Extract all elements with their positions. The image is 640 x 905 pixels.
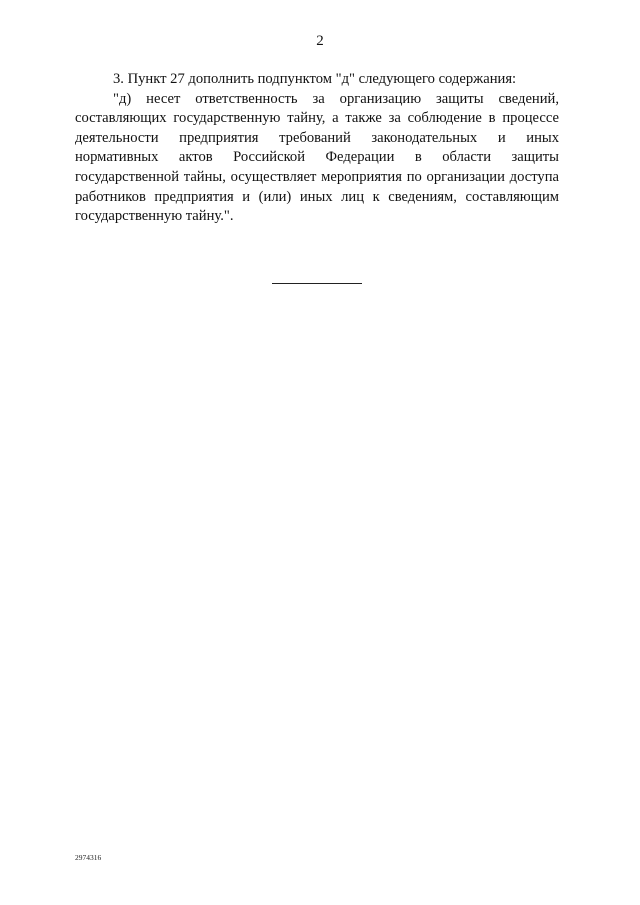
paragraph-subitem-d: "д) несет ответственность за организацию защиты сведений, составляющих государственную тайну, а также за соблюдение в процессе деятельности предприятия требований законодательных и иных нормативных актов Российской Федерации в области защиты государственной тайны, осуществляет мероприятия по организации доступа работников предприятия и (или) иных лиц к сведениям, составляющим государственную тайну.". — [75, 90, 559, 225]
document-body — [75, 70, 559, 227]
document-code: 2974316 — [75, 853, 102, 862]
end-of-text-rule — [272, 283, 362, 284]
page-number: 2 — [316, 33, 324, 49]
paragraph-item-3: 3. Пункт 27 дополнить подпунктом "д" следующего содержания: — [113, 71, 517, 87]
